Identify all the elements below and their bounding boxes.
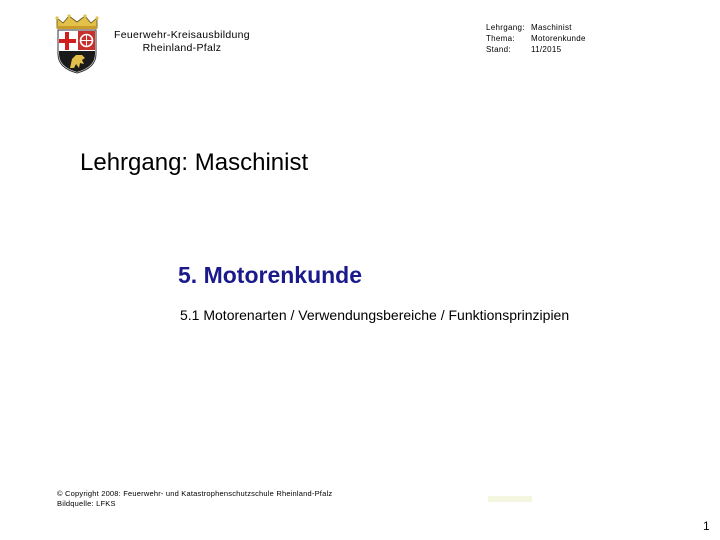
meta-row-topic (486, 33, 586, 44)
organization-line-2: Rheinland-Pfalz (142, 42, 222, 54)
meta-value: 11/2015 (531, 45, 562, 54)
organization-line-1: Feuerwehr-Kreisausbildung (114, 29, 250, 41)
organization-name (108, 29, 256, 55)
footer-credits (57, 489, 332, 509)
meta-value: Maschinist (531, 23, 572, 32)
meta-key: Thema: (486, 34, 515, 43)
page-number: 1 (703, 519, 710, 533)
course-title: Lehrgang: Maschinist (80, 149, 309, 176)
meta-key: Lehrgang: (486, 23, 525, 32)
meta-row-date (486, 44, 586, 55)
image-source-text: Bildquelle: LFKS (57, 499, 116, 508)
chapter-title: 5. Motorenkunde (178, 262, 363, 288)
meta-value: Motorenkunde (531, 34, 586, 43)
coat-of-arms-icon (52, 14, 102, 74)
meta-key: Stand: (486, 45, 511, 54)
copyright-text: © Copyright 2008: Feuerwehr- und Katastrophenschutzschule Rheinland-Pfalz (57, 489, 333, 498)
document-meta (486, 22, 586, 55)
meta-row-course (486, 22, 586, 33)
section-title: 5.1 Motorenarten / Verwendungsbereiche / Funktionsprinzipien (180, 307, 570, 323)
faint-footer-mark (488, 496, 532, 502)
